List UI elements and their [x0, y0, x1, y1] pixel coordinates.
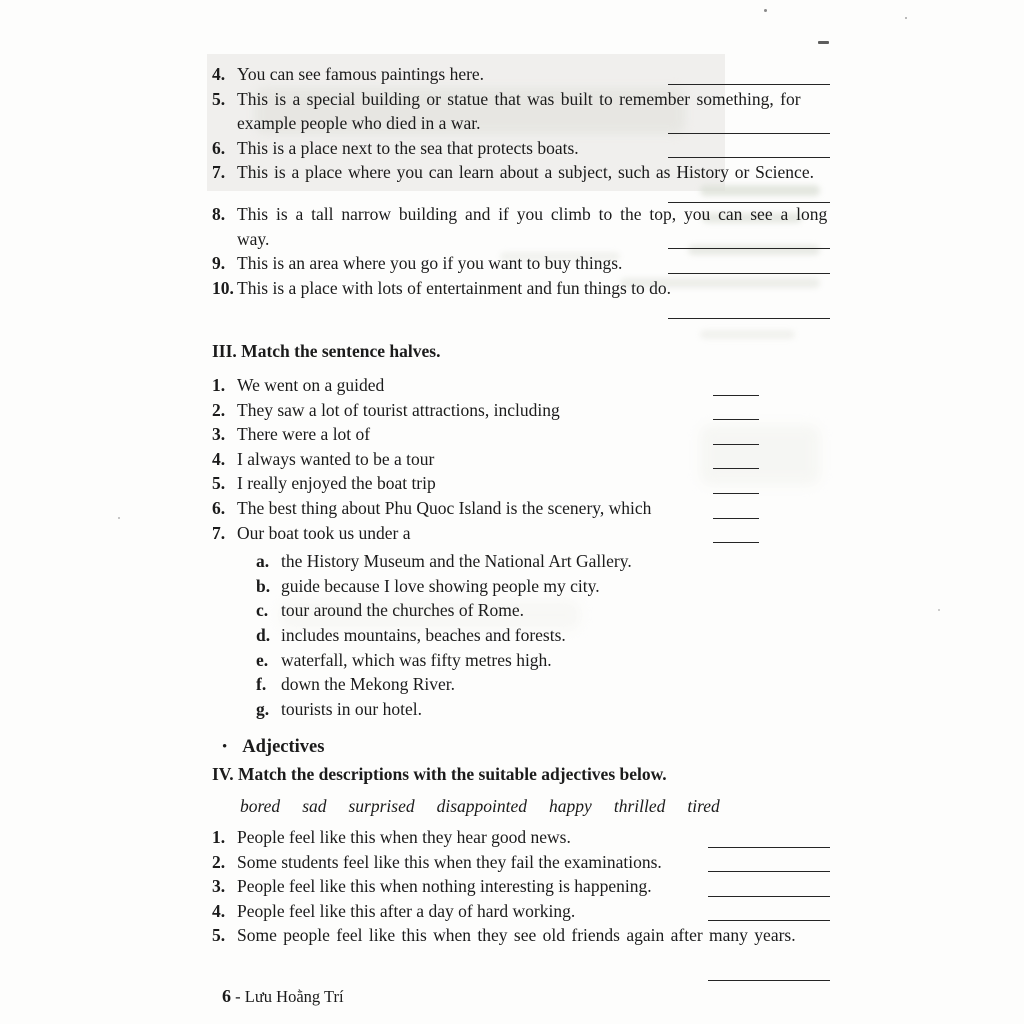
answer-blank [668, 273, 830, 274]
match-blank [713, 468, 759, 469]
item-number: 3. [212, 424, 226, 445]
item-text: We went on a guided [237, 375, 385, 395]
option-item [212, 674, 832, 699]
option-item [212, 576, 832, 601]
item-number: 2. [212, 399, 226, 420]
section-iv-heading: IV. Match the descriptions with the suitable adjectives below. [212, 764, 667, 784]
item-number: 6. [212, 497, 226, 518]
option-text: tour around the churches of Rome. [281, 600, 524, 621]
item-text: The best thing about Phu Quoc Island is the scenery, which [237, 497, 652, 518]
option-text: tourists in our hotel. [281, 698, 422, 719]
match-item [212, 498, 832, 523]
match-blank [713, 493, 759, 494]
option-text: guide because I love showing people my city. [281, 575, 600, 596]
item-number: 7. [212, 162, 226, 183]
item-number: 8. [212, 203, 226, 224]
word-bank-word: happy [549, 796, 592, 816]
item-text: People feel like this when nothing interesting is happening. [237, 876, 652, 897]
item-number: 5. [212, 473, 226, 494]
item-number: 4. [212, 900, 226, 921]
list-item-continuation [212, 229, 832, 254]
item-text: This is a place next to the sea that protects boats. [237, 137, 579, 158]
option-letter: g. [256, 698, 270, 719]
option-letter: a. [256, 551, 270, 572]
item-text: Some people feel like this when they see old friends again after many years. [237, 925, 796, 946]
item-number: 6. [212, 137, 226, 158]
match-blank [713, 518, 759, 519]
answer-blank [708, 980, 830, 981]
match-item [212, 473, 832, 498]
section-iv-list [212, 827, 832, 982]
word-bank [240, 796, 720, 817]
answer-blank [668, 248, 830, 249]
scan-speck [938, 609, 940, 611]
word-bank-word: sad [302, 796, 327, 816]
match-blank [713, 444, 759, 445]
item-number: 10. [212, 277, 234, 298]
option-item [212, 600, 832, 625]
match-item [212, 449, 832, 474]
item-text: They saw a lot of tourist attractions, including [237, 399, 560, 420]
section-iii [212, 341, 832, 723]
option-text: waterfall, which was fifty metres high. [281, 649, 552, 670]
option-text: includes mountains, beaches and forests. [281, 624, 566, 645]
bullet-icon: • [222, 739, 228, 755]
list-item [212, 162, 832, 187]
list-item [212, 204, 832, 229]
option-letter: d. [256, 624, 271, 645]
word-bank-word: thrilled [613, 796, 666, 816]
answer-blank [668, 84, 830, 85]
list-item [212, 852, 832, 877]
item-text: This is a place with lots of entertainment and fun things to do. [237, 277, 672, 298]
match-item [212, 424, 832, 449]
answer-blank [668, 318, 830, 319]
match-blank [713, 419, 759, 420]
word-bank-word: bored [240, 796, 281, 816]
item-text: People feel like this when they hear good news. [237, 827, 571, 847]
option-letter: e. [256, 649, 269, 670]
list-item [212, 138, 832, 163]
item-text: This is an area where you go if you want to buy things. [237, 253, 623, 274]
item-number: 5. [212, 925, 226, 946]
answer-blank-row [212, 187, 832, 204]
item-text: There were a lot of [237, 424, 371, 445]
bleedthrough-ghost [700, 330, 795, 339]
item-number: 1. [212, 827, 226, 847]
page-number: 6 [222, 986, 231, 1006]
item-text: I really enjoyed the boat trip [237, 473, 436, 494]
answer-blank [708, 896, 830, 897]
item-number: 4. [212, 64, 226, 84]
list-item [212, 901, 832, 926]
answer-blank [668, 157, 830, 158]
answer-blank-row [212, 304, 832, 319]
item-text: Our boat took us under a [237, 522, 411, 543]
item-text: People feel like this after a day of hard working. [237, 900, 576, 921]
item-text: way. [237, 228, 270, 249]
list-item [212, 827, 832, 852]
match-item [212, 523, 832, 548]
list-item [212, 278, 832, 303]
option-text: the History Museum and the National Art Gallery. [281, 551, 632, 572]
match-blank [713, 395, 759, 396]
page-footer [222, 986, 344, 1007]
item-number: 3. [212, 876, 226, 897]
scan-speck [764, 9, 767, 12]
option-item [212, 650, 832, 675]
item-number: 5. [212, 88, 226, 109]
answer-blank [708, 920, 830, 921]
answer-blank [668, 202, 830, 203]
answer-blank-row [212, 965, 832, 982]
item-number: 2. [212, 851, 226, 872]
item-number: 7. [212, 522, 226, 543]
item-text: example people who died in a war. [237, 113, 481, 134]
adjectives-heading: Adjectives [242, 737, 325, 757]
item-number: 1. [212, 375, 226, 395]
match-item [212, 400, 832, 425]
option-item [212, 699, 832, 724]
option-letter: b. [256, 575, 271, 596]
list-item [212, 925, 832, 950]
list-item-continuation [212, 113, 832, 138]
scan-speck [118, 517, 120, 519]
list-item [212, 64, 832, 89]
exercise-places-list [212, 64, 832, 319]
list-item [212, 253, 832, 278]
item-text: You can see famous paintings here. [237, 64, 485, 84]
answer-blank [708, 871, 830, 872]
list-item [212, 876, 832, 901]
word-bank-word: disappointed [436, 796, 528, 816]
item-number: 4. [212, 448, 226, 469]
word-bank-word: tired [687, 796, 720, 816]
item-text: This is a tall narrow building and if you climb to the top, you can see a long [237, 203, 828, 224]
item-number: 9. [212, 253, 226, 274]
author-name: Lưu Hoằng Trí [244, 987, 344, 1006]
scan-speck [905, 17, 907, 19]
item-text: This is a place where you can learn about a subject, such as History or Science. [237, 162, 814, 183]
section-iii-heading: III. Match the sentence halves. [212, 341, 441, 361]
footer-separator: - [235, 987, 241, 1006]
scan-speck [818, 41, 829, 44]
match-item [212, 375, 832, 400]
option-text: down the Mekong River. [281, 674, 456, 695]
adjectives-heading-row [212, 737, 324, 758]
item-text: Some students feel like this when they fail the examinations. [237, 851, 662, 872]
item-text: I always wanted to be a tour [237, 448, 435, 469]
option-letter: f. [256, 674, 267, 695]
option-item [212, 625, 832, 650]
list-item [212, 89, 832, 114]
option-letter: c. [256, 600, 269, 621]
answer-blank [708, 847, 830, 848]
answer-blank [668, 133, 830, 134]
item-text: This is a special building or statue that was built to remember something, for [237, 88, 801, 109]
option-item [212, 551, 832, 576]
word-bank-word: surprised [348, 796, 415, 816]
match-blank [713, 542, 759, 543]
